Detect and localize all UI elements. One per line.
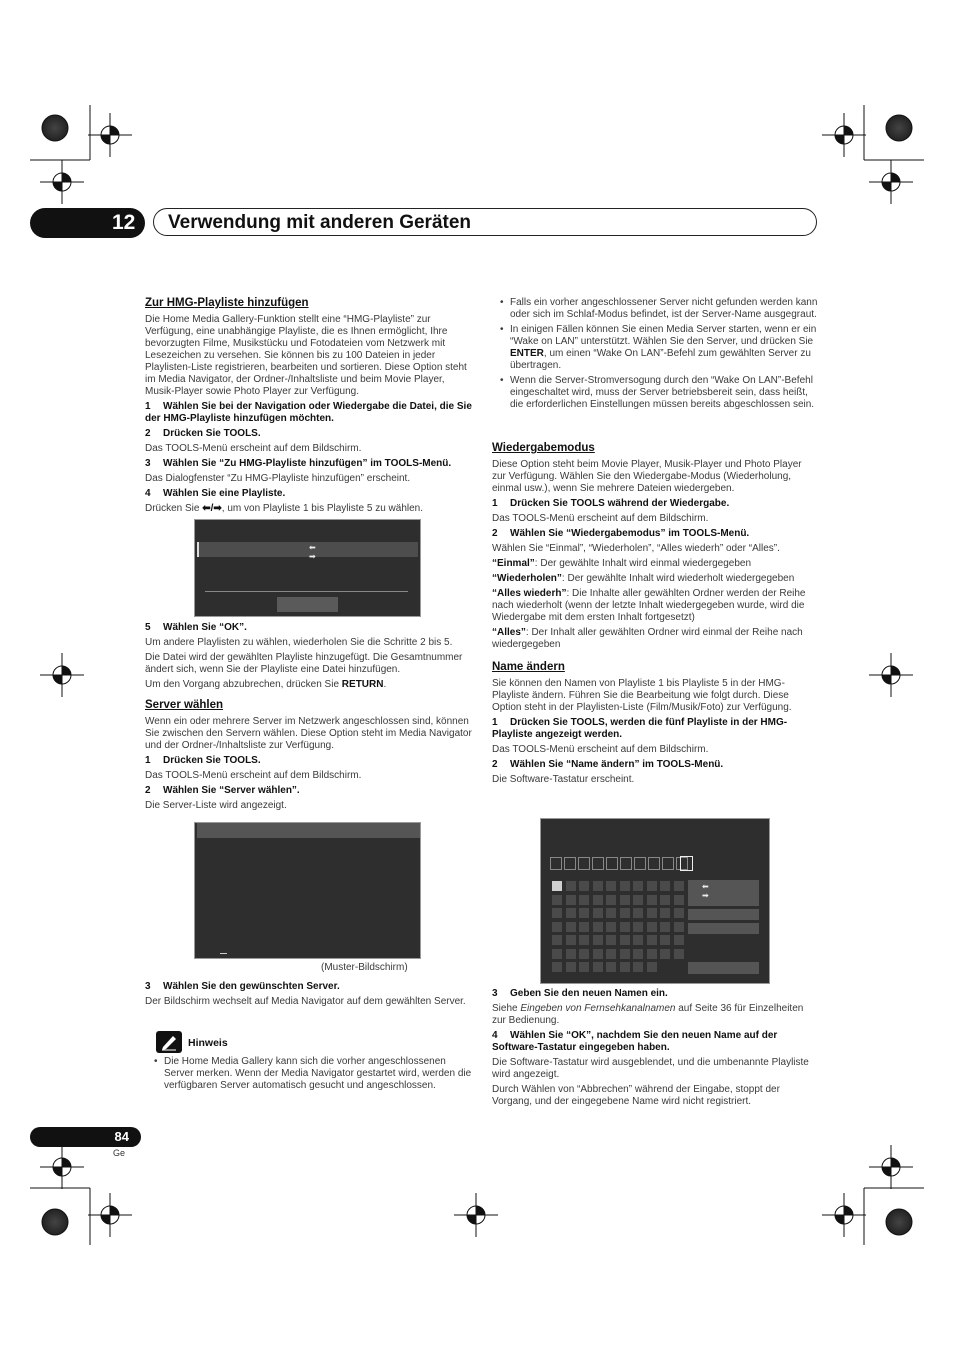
keyboard-key[interactable]	[578, 934, 590, 946]
option-item: “Alles wiederh”: Die Inhalte aller gewählten Ordner werden der Reihe nach wiederholt (wenn der letzte Inhalt wiedergegeben wurde, wird die Wiedergabe mit dem ersten Inhalt fortgesetzt)	[492, 588, 806, 623]
keyboard-key[interactable]	[673, 880, 685, 892]
section-title-add-playlist: Zur HMG-Playliste hinzufügen	[145, 297, 309, 309]
keyboard-key[interactable]	[592, 948, 604, 960]
paragraph: Die Server-Liste wird angezeigt.	[145, 800, 287, 811]
keyboard-key[interactable]	[619, 894, 631, 906]
language-code: Ge	[113, 1148, 126, 1158]
keyboard-key[interactable]	[619, 921, 631, 933]
keyboard-key[interactable]	[673, 934, 685, 946]
keyboard-option-button[interactable]	[688, 909, 759, 920]
paragraph: Das TOOLS-Menü erscheint auf dem Bildschirm.	[492, 744, 709, 755]
keyboard-key[interactable]	[605, 934, 617, 946]
step-heading: 2 Wählen Sie “Server wählen”.	[145, 785, 300, 796]
paragraph: Die Home Media Gallery-Funktion stellt eine “HMG-Playliste” zur Verfügung, eine unabhängige Playliste, die es Ihnen ermöglicht, Ihre bevorzugten Filme, Musikstücku und Fotodateien vom Netzwerk mit Lesezeichen zu versehen. Sie können bis zu 100 Dateien in jeder Playlisten-Liste registrieren, bearbeiten und sortieren. Diese Option steht im Media Navigator, der Ordner-/Inhaltsliste und beim Movie Player, Musik-Player sowie Photo Player zur Verfügung.	[145, 314, 467, 397]
keyboard-key[interactable]	[619, 907, 631, 919]
keyboard-key[interactable]	[673, 921, 685, 933]
paragraph: Siehe Eingeben von Fernsehkanalnamen auf Seite 36 für Einzelheiten zur Bedienung.	[492, 1003, 804, 1026]
keyboard-key[interactable]	[592, 880, 604, 892]
keyboard-key[interactable]	[578, 880, 590, 892]
keyboard-key[interactable]	[551, 921, 563, 933]
step-heading: 3 Geben Sie den neuen Namen ein.	[492, 988, 668, 999]
keyboard-key[interactable]	[646, 907, 658, 919]
keyboard-key[interactable]	[565, 934, 577, 946]
right-column	[500, 297, 818, 414]
server-list-screen	[194, 822, 421, 959]
bullet-item: • Wenn die Server-Stromversogung durch den “Wake On LAN”-Befehl eingeschaltet wird, muss der Server betriebsbereit sein, dass heißt, die erforderlichen Einstellungen müssen bereits abgeschlossen sein.	[500, 375, 818, 411]
keyboard-option-button[interactable]	[688, 923, 759, 934]
note-bullet: • Die Home Media Gallery kann sich die vorher angeschlossenen Server merken. Wenn der Media Navigator gestartet wird, werden die verfügbaren Server automatisch gesucht und angeschlossen.	[154, 1056, 472, 1092]
add-to-playlist-dialog-screen	[194, 519, 421, 617]
chapter-title: Verwendung mit anderen Geräten	[153, 208, 817, 236]
keyboard-key[interactable]	[632, 961, 644, 973]
step-heading: 1 Drücken Sie TOOLS, werden die fünf Playliste in der HMG-Playliste angezeigt werden.	[492, 717, 788, 740]
keyboard-key[interactable]	[619, 948, 631, 960]
note-body	[154, 1056, 472, 1095]
step-heading: 2 Wählen Sie “Wiedergabemodus” im TOOLS-Menü.	[492, 528, 750, 539]
keyboard-key[interactable]	[646, 880, 658, 892]
keyboard-key[interactable]	[632, 948, 644, 960]
paragraph: Der Bildschirm wechselt auf Media Navigator auf dem gewählten Server.	[145, 996, 466, 1007]
step-heading: 1 Wählen Sie bei der Navigation oder Wiedergabe die Datei, die Sie der HMG-Playliste hinzufügen möchten.	[145, 401, 472, 424]
keyboard-key[interactable]	[632, 934, 644, 946]
keyboard-key[interactable]	[632, 894, 644, 906]
ok-button[interactable]	[277, 597, 338, 612]
step-heading: 3 Wählen Sie den gewünschten Server.	[145, 981, 340, 992]
software-keyboard-screen	[540, 818, 770, 984]
keyboard-key[interactable]	[646, 894, 658, 906]
divider	[205, 591, 408, 592]
paragraph: Diese Option steht beim Movie Player, Musik-Player und Photo Player zur Verfügung. Wählen Sie den Wiedergabe-Modus (Wiederholung, einmal usw.), wenn Sie mehrere Dateien wiedergeben.	[492, 459, 802, 494]
keyboard-key[interactable]	[578, 961, 590, 973]
keyboard-key[interactable]	[659, 907, 671, 919]
keyboard-key[interactable]	[646, 948, 658, 960]
keyboard-ok-button[interactable]	[688, 962, 759, 974]
keyboard-key[interactable]	[619, 880, 631, 892]
paragraph: Sie können den Namen von Playliste 1 bis Playliste 5 in der HMG-Playliste ändern. Führen Sie die Bearbeitung wie folgt durch. Diese Option steht in der Playlisten-Liste (Film/Musik/Foto) zur Verfügung.	[492, 678, 792, 713]
sample-screen-caption: (Muster-Bildschirm)	[321, 962, 408, 973]
keyboard-key[interactable]	[551, 907, 563, 919]
input-cell	[634, 857, 646, 870]
arrow-icons: ⬅ ➡	[309, 543, 396, 561]
input-cell	[564, 857, 576, 870]
keyboard-key[interactable]	[592, 921, 604, 933]
keyboard-key[interactable]	[659, 894, 671, 906]
keyboard-key[interactable]	[619, 961, 631, 973]
option-item: “Wiederholen”: Der gewählte Inhalt wird wiederholt wiedergegeben	[492, 573, 795, 584]
note-title: Hinweis	[188, 1037, 228, 1049]
keyboard-key[interactable]	[565, 948, 577, 960]
paragraph: Durch Wählen von “Abbrechen” während der Eingabe, stoppt der Vorgang, und der eingegebene Name wird nicht registriert.	[492, 1084, 780, 1107]
bullet-item: • In einigen Fällen können Sie einen Media Server starten, wenn er ein “Wake on LAN” unterstützt. Wählen Sie den Server, und drücken Sie ENTER, um einen “Wake On LAN”-Befehl zum gewählten Server zu übertragen.	[500, 324, 818, 372]
keyboard-key[interactable]	[578, 921, 590, 933]
section-title-playback-mode: Wiedergabemodus	[492, 442, 595, 454]
keyboard-key[interactable]	[551, 880, 563, 892]
paragraph: Drücken Sie ⬅/➡, um von Playliste 1 bis Playliste 5 zu wählen.	[145, 503, 424, 514]
input-cell	[648, 857, 660, 870]
keyboard-key[interactable]	[578, 948, 590, 960]
bullet-item: • Falls ein vorher angeschlossener Server nicht gefunden werden kann oder sich im Schlaf-Modus befindet, ist der Server-Name ausgegraut.	[500, 297, 818, 321]
input-cell	[550, 857, 562, 870]
input-cell	[662, 857, 674, 870]
keyboard-key[interactable]	[592, 934, 604, 946]
section-title-server: Server wählen	[145, 699, 223, 711]
keyboard-key[interactable]	[673, 894, 685, 906]
keyboard-key[interactable]	[565, 921, 577, 933]
keyboard-key[interactable]	[632, 921, 644, 933]
paragraph: Das TOOLS-Menü erscheint auf dem Bildschirm.	[145, 770, 362, 781]
note-icon	[156, 1031, 182, 1053]
keyboard-key[interactable]	[605, 907, 617, 919]
keyboard-key[interactable]	[592, 907, 604, 919]
keyboard-key[interactable]	[592, 961, 604, 973]
keyboard-key[interactable]	[551, 934, 563, 946]
keyboard-key[interactable]	[659, 880, 671, 892]
step-heading: 1 Drücken Sie TOOLS.	[145, 755, 261, 766]
keyboard-key[interactable]	[565, 907, 577, 919]
step-heading: 2 Drücken Sie TOOLS.	[145, 428, 261, 439]
step-heading: 4 Wählen Sie “OK”, nachdem Sie den neuen Name auf der Software-Tastatur eingegeben haben.	[492, 1030, 778, 1053]
keyboard-key[interactable]	[605, 894, 617, 906]
keyboard-key[interactable]	[551, 961, 563, 973]
page-number: 84	[30, 1127, 141, 1147]
keyboard-key[interactable]	[605, 880, 617, 892]
paragraph: Die Software-Tastatur erscheint.	[492, 774, 635, 785]
keyboard-key[interactable]	[551, 948, 563, 960]
paragraph: Die Software-Tastatur wird ausgeblendet, und die umbenannte Playliste wird angezeigt.	[492, 1057, 809, 1080]
paragraph: Um andere Playlisten zu wählen, wiederholen Sie die Schritte 2 bis 5.	[145, 637, 453, 648]
keyboard-key[interactable]	[565, 894, 577, 906]
keyboard-key[interactable]	[578, 907, 590, 919]
option-item: “Alles”: Der Inhalt aller gewählten Ordner wird einmal der Reihe nach wiedergegeben	[492, 627, 803, 650]
step-heading: 3 Wählen Sie “Zu HMG-Playliste hinzufügen” im TOOLS-Menü.	[145, 458, 452, 469]
left-column-3	[145, 981, 472, 1011]
keyboard-key[interactable]	[646, 934, 658, 946]
keyboard-key[interactable]	[605, 948, 617, 960]
input-cell	[592, 857, 604, 870]
paragraph: Um den Vorgang abzubrechen, drücken Sie RETURN.	[145, 679, 387, 690]
input-cell	[578, 857, 590, 870]
keyboard-key[interactable]	[659, 948, 671, 960]
keyboard-key[interactable]	[659, 921, 671, 933]
scroll-indicator	[220, 953, 227, 954]
playlist-selector	[197, 542, 418, 561]
keyboard-key[interactable]	[565, 880, 577, 892]
input-cursor-cell	[680, 856, 693, 871]
paragraph: Das TOOLS-Menü erscheint auf dem Bildschirm.	[492, 513, 709, 524]
arrow-keys-icon: ⬅/➡	[202, 503, 222, 514]
paragraph: Wenn ein oder mehrere Server im Netzwerk angeschlossen sind, können Sie zwischen den Servern wählen. Diese Option steht im Media Navigator und der Ordner-/Inhaltsliste zur Verfügung.	[145, 716, 472, 751]
option-item: “Einmal”: Der gewählte Inhalt wird einmal wiedergegeben	[492, 558, 752, 569]
right-column-3	[492, 988, 818, 1111]
keyboard-key[interactable]	[551, 894, 563, 906]
keyboard-key[interactable]	[592, 894, 604, 906]
keyboard-option-panel	[688, 880, 759, 906]
left-column	[145, 297, 472, 518]
server-list-header	[197, 823, 420, 838]
section-title-rename: Name ändern	[492, 661, 565, 673]
keyboard-key[interactable]	[565, 961, 577, 973]
keyboard-key[interactable]	[632, 907, 644, 919]
arrow-icons: ⬅ ➡	[702, 882, 739, 900]
step-heading: 2 Wählen Sie “Name ändern” im TOOLS-Menü.	[492, 759, 724, 770]
paragraph: Wählen Sie “Einmal”, “Wiederholen”, “Alles wiederh” oder “Alles”.	[492, 543, 780, 554]
keyboard-key[interactable]	[673, 907, 685, 919]
left-column-2	[145, 622, 472, 815]
keyboard-key[interactable]	[673, 948, 685, 960]
input-cell	[620, 857, 632, 870]
keyboard-key[interactable]	[646, 921, 658, 933]
keyboard-key[interactable]	[605, 921, 617, 933]
keyboard-key[interactable]	[578, 894, 590, 906]
keyboard-key[interactable]	[646, 961, 658, 973]
right-column-2	[492, 442, 818, 789]
input-cell	[606, 857, 618, 870]
paragraph: Das TOOLS-Menü erscheint auf dem Bildschirm.	[145, 443, 362, 454]
paragraph: Das Dialogfenster “Zu HMG-Playliste hinzufügen” erscheint.	[145, 473, 411, 484]
step-heading: 1 Drücken Sie TOOLS während der Wiedergabe.	[492, 498, 730, 509]
step-heading: 5 Wählen Sie “OK”.	[145, 622, 247, 633]
keyboard-key[interactable]	[619, 934, 631, 946]
paragraph: Die Datei wird der gewählten Playliste hinzugefügt. Die Gesamtnummer ändert sich, wenn Sie der Playliste eine Datei hinzufügen.	[145, 652, 463, 675]
chapter-number: 12	[30, 208, 145, 238]
keyboard-key[interactable]	[605, 961, 617, 973]
keyboard-key[interactable]	[659, 934, 671, 946]
step-heading: 4 Wählen Sie eine Playliste.	[145, 488, 286, 499]
keyboard-key[interactable]	[632, 880, 644, 892]
